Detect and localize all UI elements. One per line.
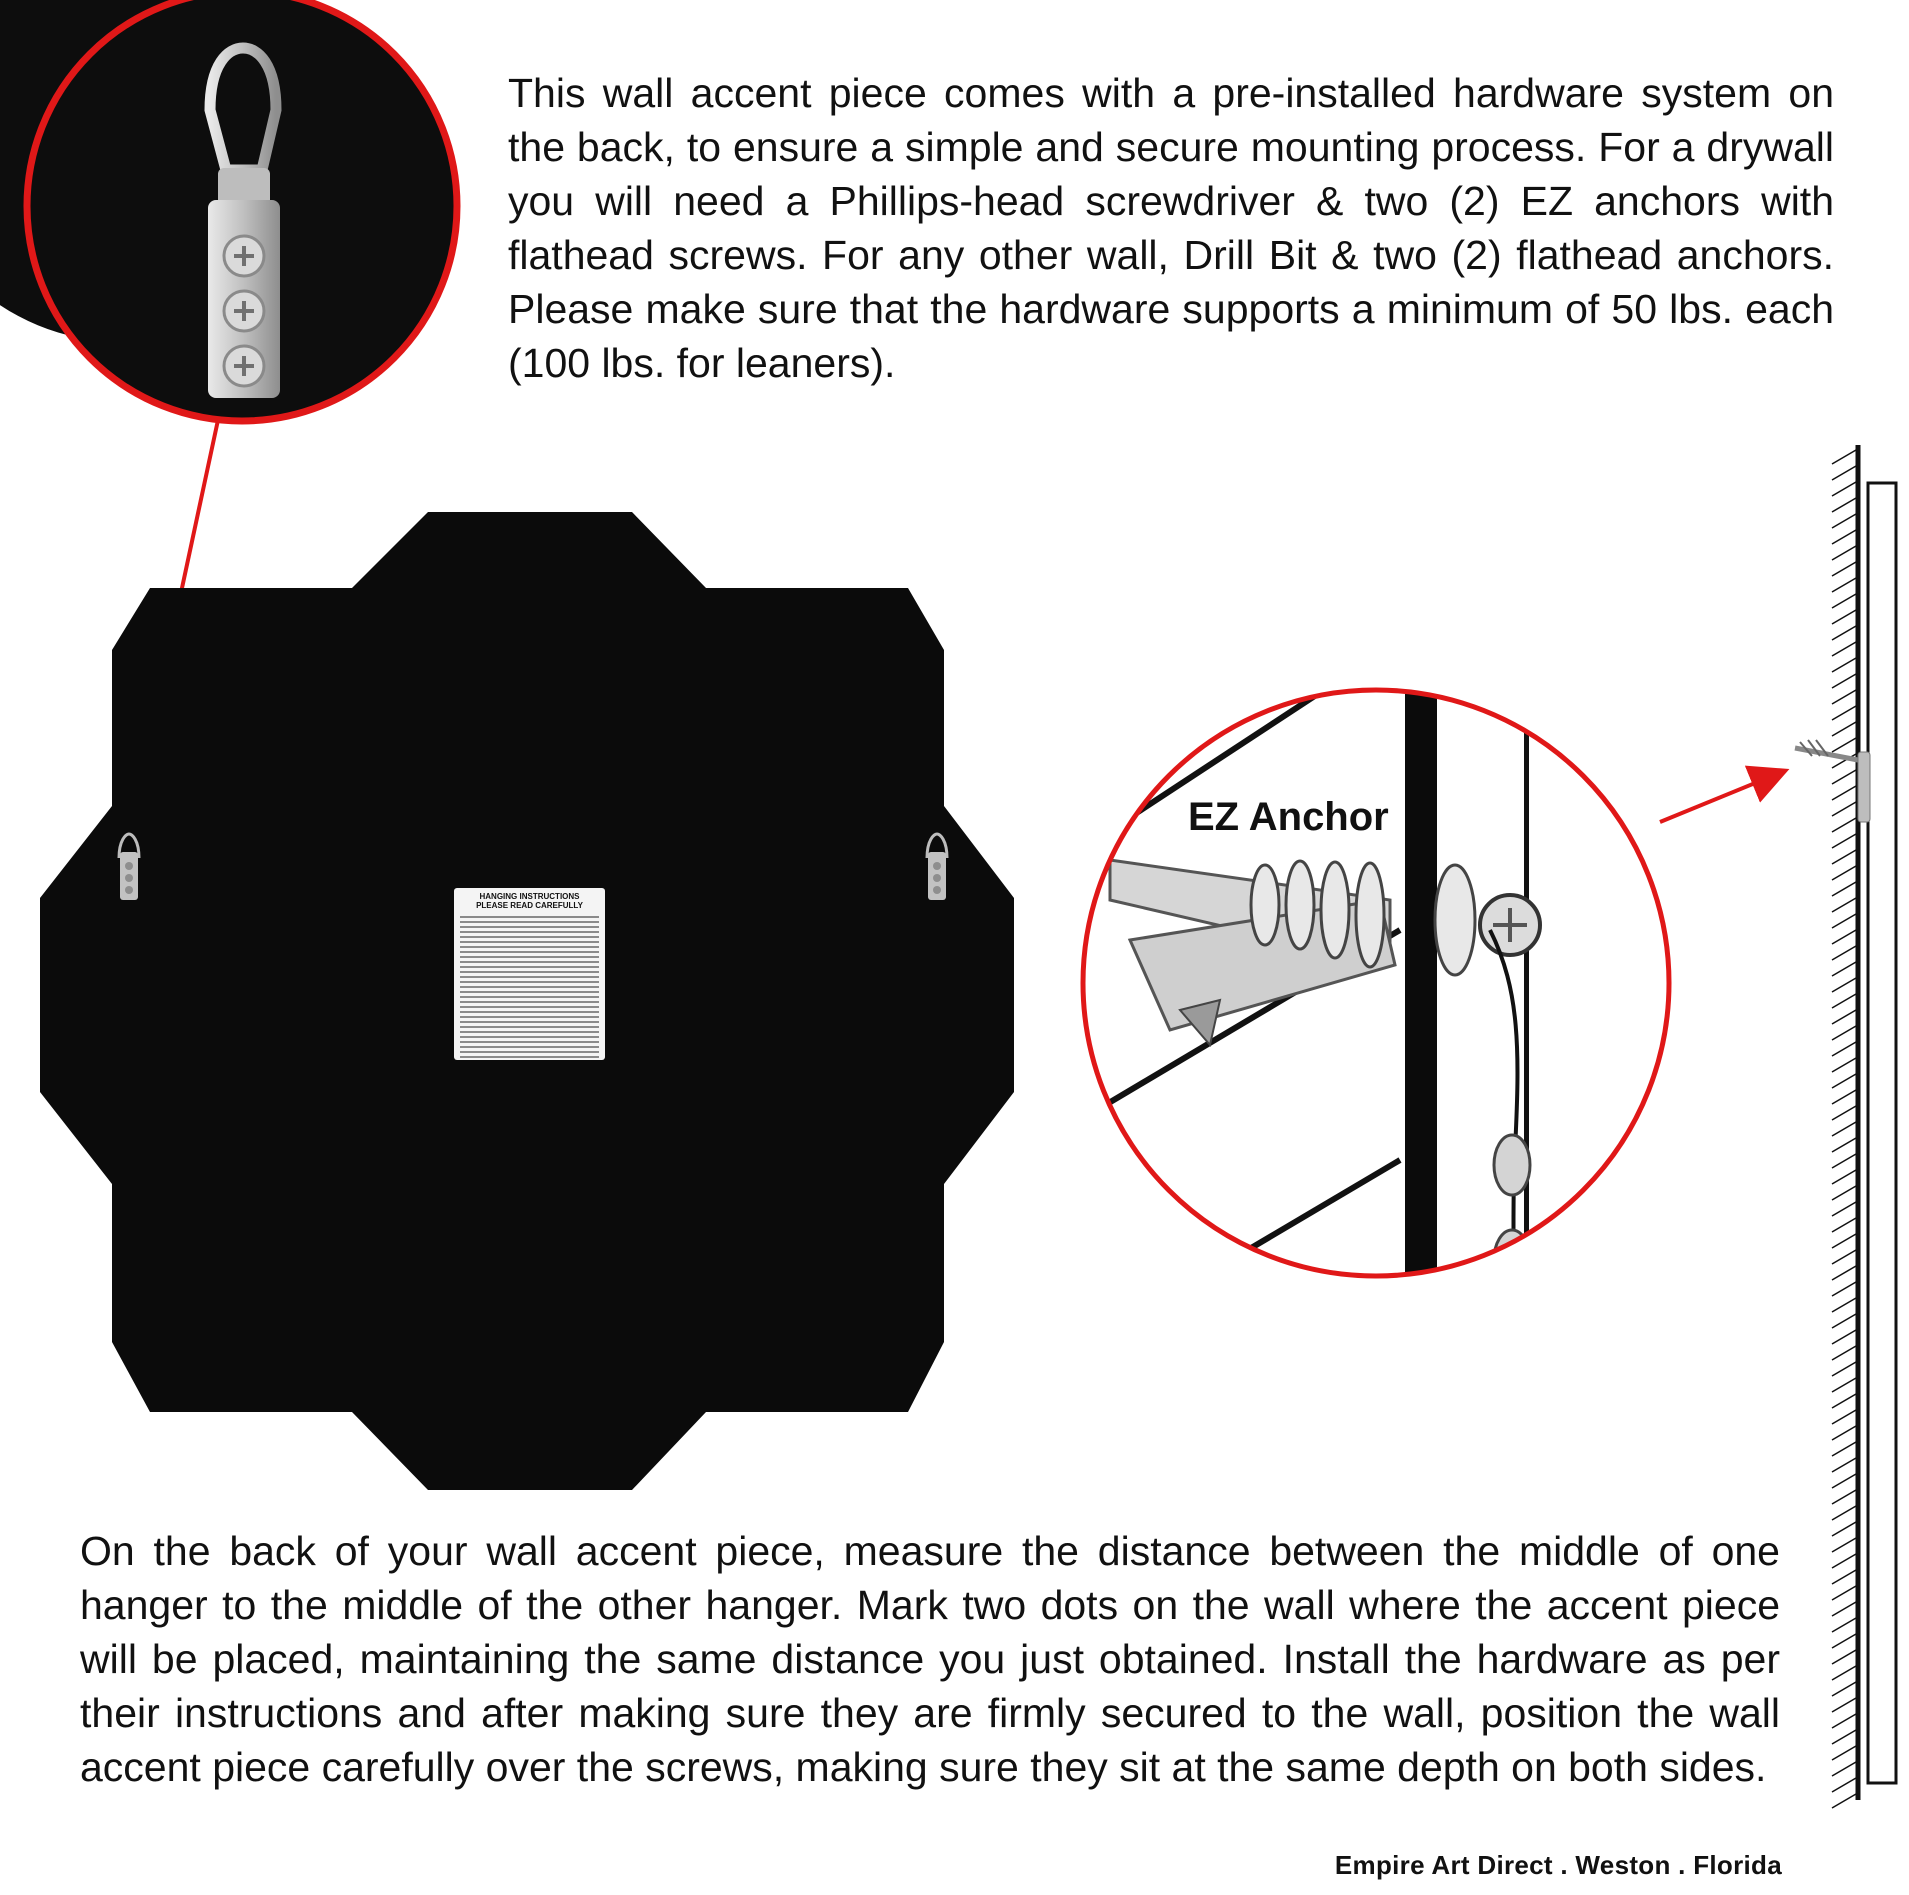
wall-hatch-mark <box>1832 1538 1856 1552</box>
wall-hatch-mark <box>1832 1762 1856 1776</box>
pointer-arrow-right <box>1660 772 1782 822</box>
wall-hatch-mark <box>1832 1746 1856 1760</box>
wall-hatch-mark <box>1832 1634 1856 1648</box>
wall-hatch-mark <box>1832 1426 1856 1440</box>
wall-hatch-mark <box>1832 1170 1856 1184</box>
intro-paragraph: This wall accent piece comes with a pre-installed hardware system on the back, to ensure a simple and secure mounting process. For a drywall you will need a Phillips-head screwdriver & two (2) EZ anchors with flathead screws. For any other wall, Drill Bit & two (2) flathead anchors. Please make sure that the hardware supports a minimum of 50 lbs. each (100 lbs. for leaners). <box>508 70 1834 386</box>
label-line <box>460 1056 599 1058</box>
side-wall-diagram <box>1795 445 1896 1808</box>
wall-hatch-mark <box>1832 690 1856 704</box>
label-line <box>460 951 599 953</box>
wall-hatch-mark <box>1832 1682 1856 1696</box>
label-line <box>460 936 599 938</box>
wall-hatch-mark <box>1832 1138 1856 1152</box>
wall-hatch-mark <box>1832 594 1856 608</box>
wall-hatch-mark <box>1832 514 1856 528</box>
wall-hatch-mark <box>1832 706 1856 720</box>
label-line <box>460 941 599 943</box>
wall-hatch-mark <box>1832 1666 1856 1680</box>
wall-hatch-mark <box>1832 1778 1856 1792</box>
wall-hatch-mark <box>1832 850 1856 864</box>
label-line <box>460 926 599 928</box>
label-line <box>460 1006 599 1008</box>
wall-hatch-mark <box>1832 1554 1856 1568</box>
label-line <box>460 956 599 958</box>
wall-hatch-mark <box>1832 994 1856 1008</box>
wall-hatch-mark <box>1832 1602 1856 1616</box>
wall-hatch-mark <box>1832 626 1856 640</box>
wall-hatch-mark <box>1832 1346 1856 1360</box>
wall-hatch-mark <box>1832 1058 1856 1072</box>
wall-hatch-mark <box>1832 1442 1856 1456</box>
company-footer: Empire Art Direct . Weston . Florida <box>1334 1850 1782 1880</box>
wall-hatch-mark <box>1832 610 1856 624</box>
wall-hatch-mark <box>1832 1298 1856 1312</box>
wall-hatch-mark <box>1832 1394 1856 1408</box>
label-line <box>460 931 599 933</box>
label-line <box>460 971 599 973</box>
wall-hatch-mark <box>1832 1266 1856 1280</box>
label-line <box>460 1046 599 1048</box>
wall-hatch-mark <box>1832 482 1856 496</box>
wall-hatch-mark <box>1832 1090 1856 1104</box>
label-title: HANGING INSTRUCTIONS PLEASE READ CAREFULLY <box>476 892 583 910</box>
wall-hatch-mark <box>1832 1362 1856 1376</box>
wall-hatch-mark <box>1832 1650 1856 1664</box>
label-line <box>460 921 599 923</box>
label-line <box>460 916 599 918</box>
wall-hatch-mark <box>1832 1714 1856 1728</box>
wall-hatch-mark <box>1832 1330 1856 1344</box>
ez-anchor-closeup-circle <box>1080 640 1694 1300</box>
label-line <box>460 966 599 968</box>
wall-hatch-mark <box>1832 962 1856 976</box>
wall-hatch-mark <box>1832 546 1856 560</box>
wall-hatch-mark <box>1832 914 1856 928</box>
label-line <box>460 1016 599 1018</box>
wall-hatch-mark <box>1832 1218 1856 1232</box>
label-line <box>460 1001 599 1003</box>
wall-hatch-mark <box>1832 1010 1856 1024</box>
wall-hatch-mark <box>1832 898 1856 912</box>
wall-hatch-mark <box>1832 1698 1856 1712</box>
wall-hatch-mark <box>1832 658 1856 672</box>
wall-hatch-mark <box>1832 1730 1856 1744</box>
label-line <box>460 976 599 978</box>
label-line <box>460 961 599 963</box>
wall-hatch-mark <box>1832 674 1856 688</box>
label-line <box>460 1036 599 1038</box>
wall-hatch-mark <box>1832 1794 1856 1808</box>
wall-hatch-mark <box>1832 1282 1856 1296</box>
label-line <box>460 996 599 998</box>
label-line <box>460 986 599 988</box>
wall-hatch-mark <box>1832 1042 1856 1056</box>
wall-hatch-mark <box>1832 818 1856 832</box>
wall-hatch-mark <box>1832 562 1856 576</box>
wall-hatch-mark <box>1832 1618 1856 1632</box>
ez-anchor-label: EZ Anchor <box>1188 795 1389 839</box>
label-line <box>460 1031 599 1033</box>
wall-hatch-mark <box>1832 578 1856 592</box>
wall-hatch-mark <box>1832 642 1856 656</box>
wall-hatch-mark <box>1832 1122 1856 1136</box>
wall-hatch-mark <box>1832 786 1856 800</box>
wall-hatch-mark <box>1832 802 1856 816</box>
wall-hatch-mark <box>1832 1154 1856 1168</box>
instructions-paragraph: On the back of your wall accent piece, measure the distance between the middle of one hanger to the middle of the other hanger. Mark two dots on the wall where the accent piece will be placed, maintaining the same distance you just obtained. Install the hardware as per their instructions and after making sure they are firmly secured to the wall, position the wall accent piece carefully over the screws, making sure they sit at the same depth on both sides. <box>80 1528 1780 1790</box>
wall-hatch-mark <box>1832 738 1856 752</box>
wall-hatch-mark <box>1832 450 1856 464</box>
wall-hatch-mark <box>1832 946 1856 960</box>
wall-hatch-mark <box>1832 882 1856 896</box>
hanging-instructions-label <box>454 888 605 1060</box>
wall-hatch-mark <box>1832 866 1856 880</box>
wall-hatch-mark <box>1832 834 1856 848</box>
label-line <box>460 1051 599 1053</box>
wall-hatch-mark <box>1832 1474 1856 1488</box>
label-line <box>460 1041 599 1043</box>
wall-hatch-mark <box>1832 1186 1856 1200</box>
label-line <box>460 991 599 993</box>
wall-hatch-mark <box>1832 466 1856 480</box>
wall-hatch-mark <box>1832 1074 1856 1088</box>
wall-hatch-mark <box>1832 1410 1856 1424</box>
wall-hatch-mark <box>1832 1026 1856 1040</box>
wall-hatch-mark <box>1832 1106 1856 1120</box>
label-line <box>460 1021 599 1023</box>
wall-hatch-mark <box>1832 1250 1856 1264</box>
wall-hatch-mark <box>1832 1570 1856 1584</box>
wall-hatch-mark <box>1832 978 1856 992</box>
wall-hatch-mark <box>1832 530 1856 544</box>
wall-hatch-mark <box>1832 1378 1856 1392</box>
wall-hatch-mark <box>1832 930 1856 944</box>
hanger-closeup-lens <box>28 0 456 420</box>
wall-hatch-mark <box>1832 1202 1856 1216</box>
label-line <box>460 946 599 948</box>
wall-hatch-mark <box>1832 1506 1856 1520</box>
wall-hatch-mark <box>1832 1490 1856 1504</box>
label-line <box>460 981 599 983</box>
wall-hatch-mark <box>1832 722 1856 736</box>
wall-hatch-mark <box>1832 1586 1856 1600</box>
wall-hatch-mark <box>1832 1314 1856 1328</box>
wall-hatch-mark <box>1832 1458 1856 1472</box>
label-line <box>460 1026 599 1028</box>
wall-hatch-mark <box>1832 498 1856 512</box>
wall-hatch-mark <box>1832 1234 1856 1248</box>
wall-hatch-mark <box>1832 1522 1856 1536</box>
label-line <box>460 1011 599 1013</box>
wall-hatch-mark <box>1832 770 1856 784</box>
